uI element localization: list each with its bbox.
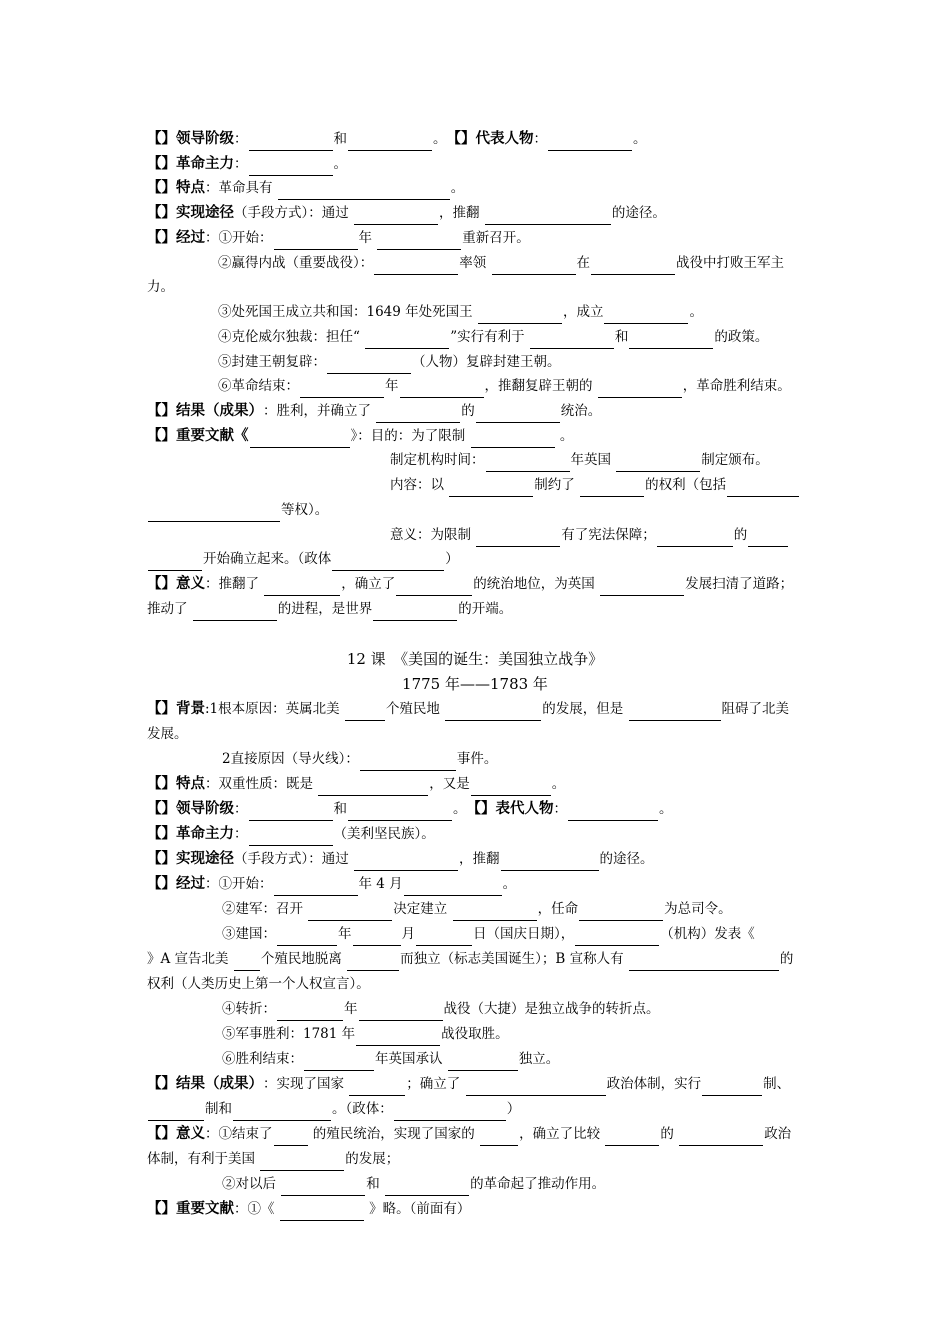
- blank-field[interactable]: [600, 580, 684, 596]
- process-12-line-3c: [0, 972, 950, 996]
- significance-12-line-3: [0, 1172, 950, 1196]
- result-label: 结果（成果）: [176, 1075, 263, 1092]
- blank-field[interactable]: [277, 1005, 343, 1021]
- blank-field[interactable]: [148, 506, 280, 522]
- blank-field[interactable]: [345, 705, 385, 721]
- bracket: 【】: [147, 204, 176, 221]
- text: 发展。: [147, 726, 188, 742]
- blank-field[interactable]: [347, 955, 399, 971]
- text: （机构）发表《: [660, 926, 755, 942]
- blank-field[interactable]: [591, 259, 675, 275]
- colon: ：: [205, 876, 219, 892]
- background-line-2: [0, 722, 950, 746]
- blank-field[interactable]: [657, 531, 733, 547]
- blank-field[interactable]: [193, 605, 277, 621]
- text: 。: [633, 131, 647, 147]
- text: 的途径。: [599, 851, 654, 867]
- text: 重新召开。: [462, 230, 530, 246]
- text: 的统治地位，为英国: [473, 576, 600, 592]
- representative-label: 代表人物: [475, 130, 534, 147]
- process-line-5: [0, 350, 950, 374]
- text: 体制，有利于美国: [147, 1151, 260, 1167]
- text: 的权利（包括: [645, 477, 727, 493]
- blank-field[interactable]: [575, 930, 659, 946]
- blank-field[interactable]: [354, 209, 438, 225]
- text: 年 4 月: [358, 876, 403, 892]
- blank-field[interactable]: [580, 481, 644, 497]
- text: ⑤军事胜利：1781 年: [222, 1026, 356, 1042]
- leader-line: [0, 127, 950, 151]
- significance-12-line-1: [0, 1122, 950, 1146]
- blank-field[interactable]: [598, 382, 682, 398]
- text: ，推翻: [439, 205, 484, 221]
- document-12-line: [0, 1197, 950, 1221]
- result-label: 结果（成果）: [176, 402, 263, 419]
- blank-field[interactable]: [485, 209, 611, 225]
- significance-label: 意义: [176, 575, 205, 592]
- text: 阻碍了北美: [721, 701, 790, 717]
- blank-field[interactable]: [530, 333, 614, 349]
- blank-field[interactable]: [445, 705, 541, 721]
- blank-field[interactable]: [471, 780, 551, 796]
- text: 制、: [763, 1076, 791, 1092]
- blank-field[interactable]: [548, 135, 632, 151]
- bracket: 【】: [147, 875, 176, 892]
- bracket: 【】: [147, 179, 176, 196]
- process-12-line-3: [0, 922, 950, 946]
- blank-field[interactable]: [148, 1105, 204, 1121]
- blank-field[interactable]: [300, 382, 384, 398]
- text: 制定机构时间：: [390, 452, 485, 468]
- blank-field[interactable]: [604, 308, 688, 324]
- text: 的殖民统治，实现了国家的: [308, 1126, 480, 1142]
- blank-field[interactable]: [249, 160, 333, 176]
- text: （手段方式）：通过: [234, 205, 354, 221]
- text: 。: [659, 801, 673, 817]
- blank-field[interactable]: [476, 531, 560, 547]
- text: 在: [576, 255, 591, 271]
- text: ：推翻了: [205, 576, 264, 592]
- significance-line-1: [0, 572, 950, 596]
- bracket: 【】: [147, 1075, 176, 1092]
- path-label: 实现途径: [176, 204, 234, 221]
- text: 日（国庆日期），: [473, 926, 575, 942]
- bracket: 【】: [147, 825, 176, 842]
- blank-field[interactable]: [234, 955, 260, 971]
- text: （人物）复辟封建王朝。: [412, 354, 561, 370]
- text: ④克伦威尔独裁：担任“: [218, 329, 365, 345]
- text: 战役（大捷）是独立战争的转折点。: [443, 1001, 660, 1017]
- text: 率领: [459, 255, 491, 271]
- bracket: 【】: [147, 850, 176, 867]
- blank-field[interactable]: [453, 905, 537, 921]
- result-12-line-1: [0, 1072, 950, 1096]
- text: 的: [779, 951, 794, 967]
- document-label: 重要文献《: [176, 427, 249, 444]
- text: 月: [401, 926, 415, 942]
- text: 力。: [147, 279, 174, 295]
- blank-field[interactable]: [476, 407, 560, 423]
- text: 。: [502, 876, 517, 892]
- text: 的政策。: [714, 329, 769, 345]
- blank-field[interactable]: [374, 259, 458, 275]
- blank-field[interactable]: [471, 432, 555, 448]
- text: 。: [555, 428, 574, 444]
- text: 独立。: [518, 1051, 560, 1067]
- text: 开始确立起来。（政体: [203, 551, 332, 567]
- background-line-3: [0, 747, 950, 771]
- text: 权利（人类历史上第一个人权宣言）。: [147, 976, 370, 992]
- text: 的发展，但是: [542, 701, 628, 717]
- text: 个殖民地: [385, 701, 445, 717]
- blank-field[interactable]: [356, 1030, 440, 1046]
- blank-field[interactable]: [360, 755, 456, 771]
- bracket: 【】: [147, 229, 176, 246]
- text: 年: [385, 378, 399, 394]
- document-line-2: [0, 448, 950, 472]
- text: 的: [733, 527, 748, 543]
- blank-field[interactable]: [274, 234, 358, 250]
- document-line-5: [0, 523, 950, 547]
- text: 的开端。: [458, 601, 513, 617]
- blank-field[interactable]: [466, 1080, 606, 1096]
- blank-field[interactable]: [233, 1105, 331, 1121]
- text: 推动了: [147, 601, 192, 617]
- result-12-line-2: [0, 1097, 950, 1121]
- bracket: 【】: [147, 775, 176, 792]
- text: 。: [689, 304, 703, 320]
- result-line: [0, 399, 950, 423]
- blank-field[interactable]: [616, 456, 700, 472]
- text: 个殖民地脱离: [260, 951, 347, 967]
- blank-field[interactable]: [396, 580, 472, 596]
- text: 。: [333, 156, 347, 172]
- blank-field[interactable]: [327, 358, 411, 374]
- text: ：①结束了: [205, 1126, 273, 1142]
- document-line-4: [0, 498, 950, 522]
- process-12-line-2: [0, 897, 950, 921]
- blank-field[interactable]: [278, 184, 450, 200]
- blank-field[interactable]: [280, 1205, 364, 1221]
- process-label: 经过: [176, 229, 205, 246]
- blank-field[interactable]: [605, 1130, 659, 1146]
- text: 发展扫清了道路；: [685, 576, 794, 592]
- blank-field[interactable]: [448, 1055, 518, 1071]
- feature-line-12: [0, 772, 950, 796]
- lesson-years: 1775 年——1783 年: [402, 675, 548, 693]
- blank-field[interactable]: [480, 1130, 518, 1146]
- text: 革命具有: [218, 180, 277, 196]
- blank-field[interactable]: [332, 555, 444, 571]
- text: ，革命胜利结束。: [682, 378, 791, 394]
- blank-field[interactable]: [365, 333, 449, 349]
- text: 的发展；: [345, 1151, 400, 1167]
- blank-field[interactable]: [308, 905, 392, 921]
- text: ⑤封建王朝复辟：: [218, 354, 326, 370]
- text: 。: [453, 801, 467, 817]
- text: 等权）。: [281, 502, 329, 518]
- feature-line: [0, 176, 950, 200]
- blank-field[interactable]: [579, 905, 663, 921]
- process-line-2: [0, 251, 950, 275]
- blank-field[interactable]: [377, 234, 461, 250]
- text: ⑥革命结束：: [218, 378, 299, 394]
- text: 》略。（前面有）: [364, 1201, 471, 1217]
- blank-field[interactable]: [359, 1005, 443, 1021]
- text: 和: [366, 1176, 385, 1192]
- significance-line-2: [0, 597, 950, 621]
- blank-field[interactable]: [348, 135, 432, 151]
- text: 和: [333, 131, 347, 147]
- text: 和: [333, 801, 347, 817]
- blank-field[interactable]: [492, 259, 576, 275]
- text: ②赢得内战（重要战役）：: [218, 255, 374, 271]
- colon: ：: [205, 180, 219, 196]
- blank-field[interactable]: [394, 1105, 506, 1121]
- main-force-line-12: [0, 822, 950, 846]
- main-force-line: [0, 152, 950, 176]
- process-12-line-5: [0, 1022, 950, 1046]
- text: 有了宪法保障；: [561, 527, 656, 543]
- process-12-line-6: [0, 1047, 950, 1071]
- text: 而独立（标志美国诞生）；B 宣称人有: [400, 951, 628, 967]
- blank-field[interactable]: [449, 481, 533, 497]
- blank-field[interactable]: [486, 456, 570, 472]
- text: ③处死国王成立共和国：1649 年处死国王: [218, 304, 477, 320]
- blank-field[interactable]: [348, 805, 452, 821]
- text: 2直接原因（导火线）：: [222, 751, 359, 767]
- colon: ：: [533, 131, 547, 147]
- process-12-line-4: [0, 997, 950, 1021]
- blank-field[interactable]: [277, 930, 337, 946]
- process-12-line-1: [0, 872, 950, 896]
- blank-field[interactable]: [250, 432, 350, 448]
- text: 意义：为限制: [390, 527, 476, 543]
- text: ⑥胜利结束：: [222, 1051, 303, 1067]
- process-12-line-3b: [0, 947, 950, 971]
- background-line-1: [0, 697, 950, 721]
- text: 制定颁布。: [701, 452, 769, 468]
- text: 的: [461, 403, 475, 419]
- text: ，成立: [562, 304, 604, 320]
- colon: ：: [553, 801, 567, 817]
- text: 。: [450, 180, 465, 196]
- text: 为总司令。: [664, 901, 732, 917]
- leader-label: 领导阶级: [176, 800, 234, 817]
- bracket: 【】: [147, 700, 176, 717]
- blank-field[interactable]: [376, 407, 460, 423]
- document-line-6: [0, 547, 950, 571]
- colon: ：: [234, 826, 248, 842]
- path-label: 实现途径: [176, 850, 234, 867]
- bracket: 【】: [147, 402, 176, 419]
- process-line-4: [0, 325, 950, 349]
- blank-field[interactable]: [702, 1080, 762, 1096]
- bracket: 【】: [147, 575, 176, 592]
- blank-field[interactable]: [416, 930, 472, 946]
- process-label: 经过: [176, 875, 205, 892]
- text: ，推翻: [459, 851, 500, 867]
- text: 政治体制，实行: [606, 1076, 702, 1092]
- text: 年英国承认: [375, 1051, 447, 1067]
- blank-field[interactable]: [260, 1155, 344, 1171]
- blank-field[interactable]: [501, 855, 599, 871]
- feature-label: 特点: [176, 179, 205, 196]
- text: ：①《: [234, 1201, 279, 1217]
- bracket: 【】: [147, 155, 176, 172]
- text: ）: [506, 1101, 521, 1117]
- text: 的进程，是世界: [277, 601, 373, 617]
- text: 年: [344, 1001, 358, 1017]
- blank-field[interactable]: [349, 1080, 405, 1096]
- bracket: 【】: [466, 800, 496, 817]
- text: ①开始：: [218, 876, 273, 892]
- blank-field[interactable]: [354, 855, 458, 871]
- text: ②建军：召开: [222, 901, 308, 917]
- process-line-1: [0, 226, 950, 250]
- text: 年: [358, 230, 377, 246]
- significance-12-line-2: [0, 1147, 950, 1171]
- text: 战役取胜。: [441, 1026, 509, 1042]
- text: ①开始：: [218, 230, 273, 246]
- text: ：双重性质：既是: [205, 776, 318, 792]
- blank-field[interactable]: [281, 1180, 365, 1196]
- text: 制和: [205, 1101, 232, 1117]
- text: 统治。: [560, 403, 602, 419]
- text: 和: [614, 329, 629, 345]
- representative-label: 表代人物: [495, 800, 554, 817]
- text: ，确立了比较: [519, 1126, 605, 1142]
- colon: ：: [234, 801, 248, 817]
- blank-field[interactable]: [353, 930, 401, 946]
- process-line-2-cont: [0, 275, 950, 299]
- text: ，又是: [429, 776, 470, 792]
- text: :1根本原因：英属北美: [205, 701, 344, 717]
- text: 的: [660, 1126, 679, 1142]
- path-line: [0, 201, 950, 225]
- blank-field[interactable]: [249, 135, 333, 151]
- text: ：胜利，并确立了: [263, 403, 376, 419]
- text: 。: [433, 131, 447, 147]
- text: 制约了: [534, 477, 580, 493]
- blank-field[interactable]: [249, 830, 333, 846]
- significance-label: 意义: [176, 1125, 205, 1142]
- blank-field[interactable]: [404, 880, 502, 896]
- text: 战役中打败王军主: [676, 255, 785, 271]
- blank-field[interactable]: [400, 382, 484, 398]
- blank-field[interactable]: [304, 1055, 374, 1071]
- blank-field[interactable]: [478, 308, 562, 324]
- leader-label: 领导阶级: [176, 130, 234, 147]
- text: （手段方式）：通过: [234, 851, 354, 867]
- bracket: 【】: [147, 1200, 176, 1217]
- text: 的革命起了推动作用。: [470, 1176, 606, 1192]
- process-line-3: [0, 300, 950, 324]
- text: 内容：以: [390, 477, 449, 493]
- blank-field[interactable]: [264, 580, 340, 596]
- main-force-label: 革命主力: [176, 825, 234, 842]
- blank-field[interactable]: [274, 1130, 308, 1146]
- colon: ：: [205, 230, 219, 246]
- bracket: 【】: [147, 427, 176, 444]
- blank-field[interactable]: [727, 481, 799, 497]
- text: ，任命: [537, 901, 579, 917]
- main-force-label: 革命主力: [176, 155, 234, 172]
- text: 。（政体：: [332, 1101, 393, 1117]
- text: 》：目的：为了限制: [350, 428, 470, 444]
- blank-field[interactable]: [629, 705, 721, 721]
- blank-field[interactable]: [679, 1130, 763, 1146]
- text: ④转折：: [222, 1001, 276, 1017]
- colon: ：: [234, 131, 248, 147]
- leader-line-12: [0, 797, 950, 821]
- text: 的途径。: [611, 205, 666, 221]
- text: （美利坚民族）。: [333, 826, 435, 842]
- colon: ：: [234, 156, 248, 172]
- text: 年英国: [570, 452, 616, 468]
- text: ）: [445, 551, 459, 567]
- bracket: 【】: [147, 1125, 176, 1142]
- text: 》A 宣告北美: [147, 951, 233, 967]
- bracket: 【】: [147, 800, 176, 817]
- text: ”实行有利于: [450, 329, 529, 345]
- blank-field[interactable]: [373, 605, 457, 621]
- blank-field[interactable]: [249, 805, 333, 821]
- text: 政治: [764, 1126, 792, 1142]
- blank-field[interactable]: [568, 805, 658, 821]
- bracket: 【】: [446, 130, 476, 147]
- path-line-12: [0, 847, 950, 871]
- text: ③建国：: [222, 926, 276, 942]
- blank-field[interactable]: [318, 780, 428, 796]
- blank-field[interactable]: [274, 880, 358, 896]
- blank-field[interactable]: [148, 555, 202, 571]
- text: ，推翻复辟王朝的: [484, 378, 597, 394]
- feature-label: 特点: [176, 775, 205, 792]
- background-label: 背景: [176, 700, 205, 717]
- text: 年: [338, 926, 352, 942]
- blank-field[interactable]: [629, 955, 779, 971]
- text: ；确立了: [406, 1076, 465, 1092]
- text: 决定建立: [393, 901, 452, 917]
- document-line-1: [0, 424, 950, 448]
- text: ，确立了: [341, 576, 396, 592]
- blank-field[interactable]: [748, 531, 788, 547]
- text: 事件。: [456, 751, 498, 767]
- process-line-6: [0, 374, 950, 398]
- blank-field[interactable]: [629, 333, 713, 349]
- text: 。: [551, 776, 566, 792]
- text: ②对以后: [222, 1176, 281, 1192]
- lesson-title: 12 课 《美国的诞生：美国独立战争》: [346, 650, 604, 668]
- blank-field[interactable]: [385, 1180, 469, 1196]
- bracket: 【】: [147, 130, 176, 147]
- document-line-3: [0, 473, 950, 497]
- text: ：实现了国家: [263, 1076, 349, 1092]
- document-label: 重要文献: [176, 1200, 234, 1217]
